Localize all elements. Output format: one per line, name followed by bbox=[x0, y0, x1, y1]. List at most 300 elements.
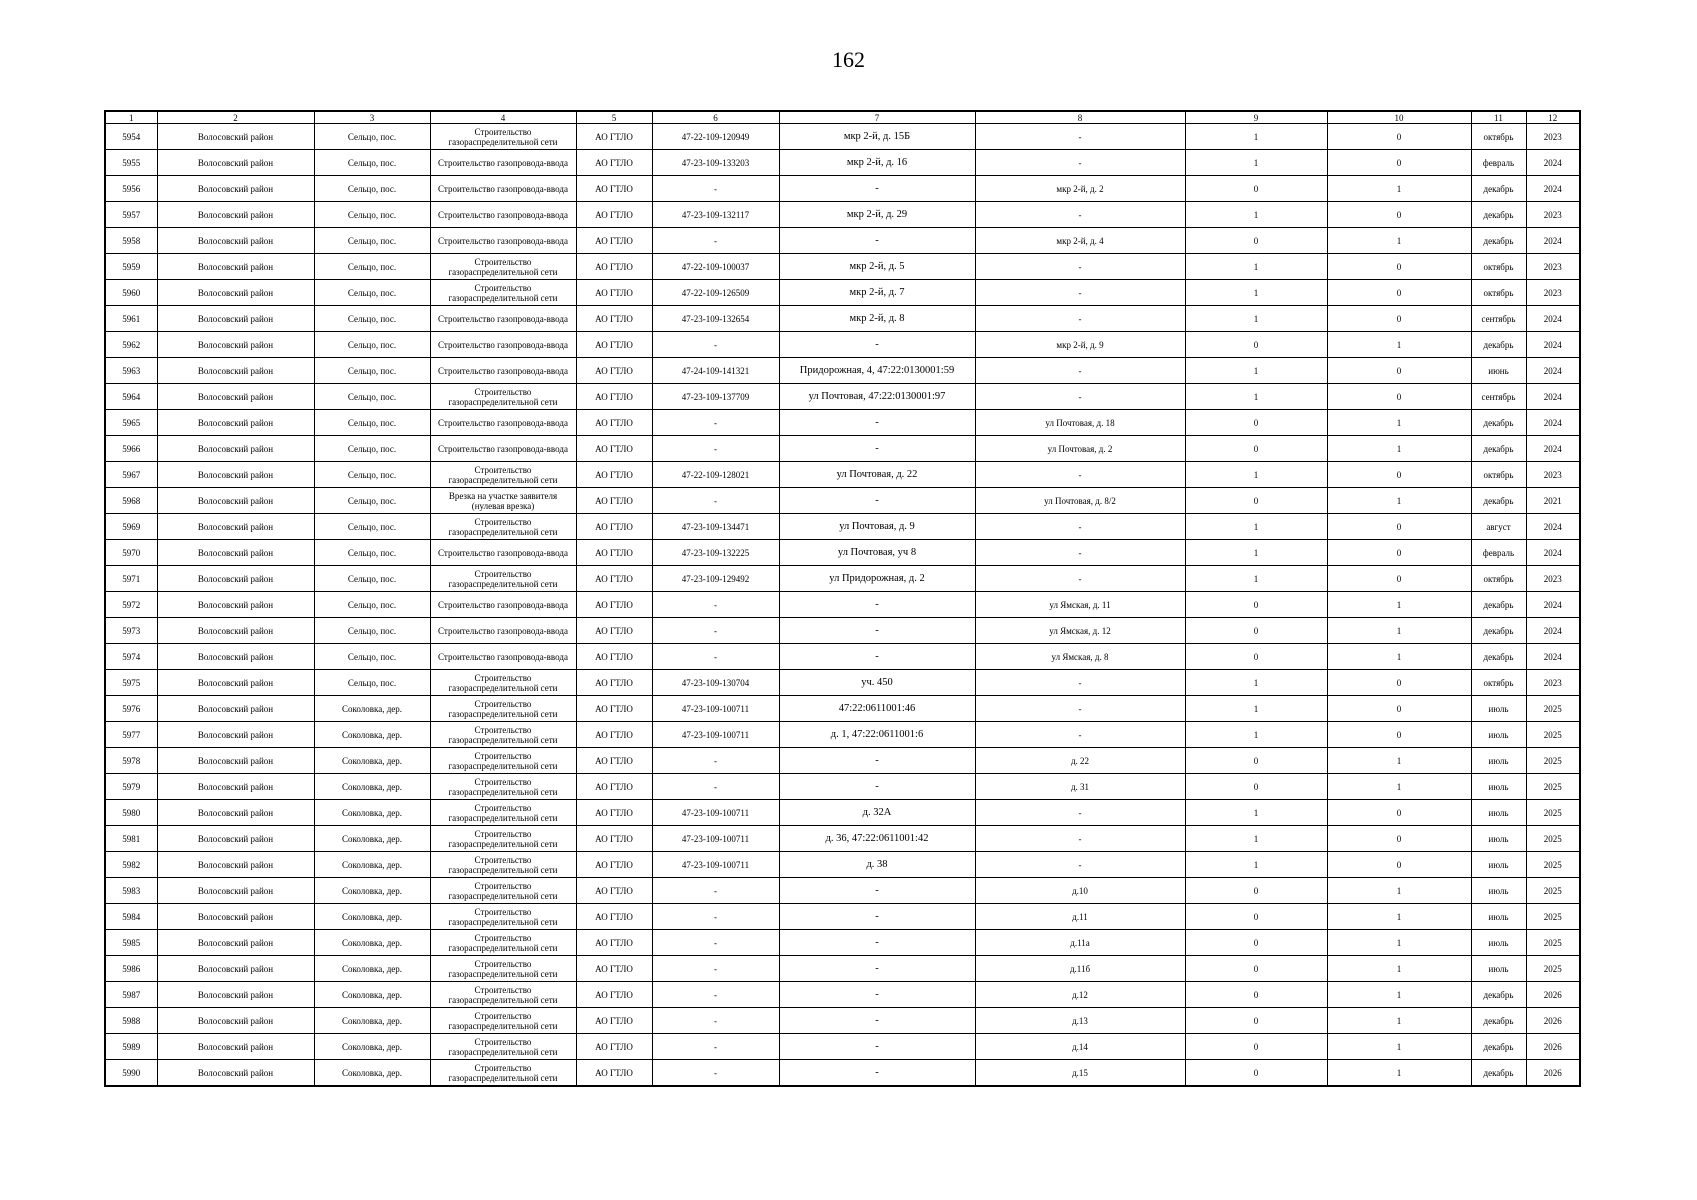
cell-row-number: 5981 bbox=[105, 826, 157, 852]
cell-row-number: 5971 bbox=[105, 566, 157, 592]
cell-settlement: Сельцо, пос. bbox=[314, 618, 430, 644]
cell-address-with-contract: - bbox=[779, 930, 975, 956]
cell-address-without-contract: ул Ямская, д. 12 bbox=[975, 618, 1185, 644]
cell-month: декабрь bbox=[1471, 410, 1526, 436]
cell-count-col-9: 1 bbox=[1185, 826, 1327, 852]
cell-address-without-contract: - bbox=[975, 384, 1185, 410]
cell-address-with-contract: мкр 2-й, д. 5 bbox=[779, 254, 975, 280]
cell-year: 2025 bbox=[1526, 852, 1580, 878]
cell-contract-number: 47-23-109-100711 bbox=[652, 826, 779, 852]
cell-count-col-9: 1 bbox=[1185, 566, 1327, 592]
cell-count-col-10: 1 bbox=[1327, 1034, 1471, 1060]
cell-organization: АО ГТЛО bbox=[576, 540, 652, 566]
cell-year: 2025 bbox=[1526, 930, 1580, 956]
cell-year: 2024 bbox=[1526, 150, 1580, 176]
cell-month: июль bbox=[1471, 748, 1526, 774]
cell-address-with-contract: - bbox=[779, 748, 975, 774]
cell-contract-number: - bbox=[652, 904, 779, 930]
cell-work-type: Строительство газораспределительной сети bbox=[430, 878, 576, 904]
cell-year: 2024 bbox=[1526, 410, 1580, 436]
cell-settlement: Соколовка, дер. bbox=[314, 956, 430, 982]
cell-work-type: Строительство газораспределительной сети bbox=[430, 930, 576, 956]
cell-contract-number: - bbox=[652, 1060, 779, 1087]
cell-count-col-9: 1 bbox=[1185, 280, 1327, 306]
cell-count-col-10: 0 bbox=[1327, 722, 1471, 748]
cell-count-col-9: 0 bbox=[1185, 982, 1327, 1008]
cell-month: декабрь bbox=[1471, 488, 1526, 514]
cell-contract-number: - bbox=[652, 982, 779, 1008]
cell-month: июль bbox=[1471, 722, 1526, 748]
cell-count-col-9: 0 bbox=[1185, 1008, 1327, 1034]
cell-count-col-9: 1 bbox=[1185, 124, 1327, 150]
cell-address-with-contract: - bbox=[779, 1008, 975, 1034]
cell-work-type: Строительство газопровода-ввода bbox=[430, 618, 576, 644]
cell-contract-number: 47-23-109-129492 bbox=[652, 566, 779, 592]
cell-count-col-10: 1 bbox=[1327, 982, 1471, 1008]
table-row bbox=[105, 878, 1580, 904]
cell-organization: АО ГТЛО bbox=[576, 670, 652, 696]
cell-contract-number: - bbox=[652, 592, 779, 618]
column-number-header: 7 bbox=[779, 111, 975, 124]
table-row bbox=[105, 592, 1580, 618]
cell-address-without-contract: - bbox=[975, 358, 1185, 384]
column-number-header: 6 bbox=[652, 111, 779, 124]
cell-count-col-10: 0 bbox=[1327, 202, 1471, 228]
cell-row-number: 5956 bbox=[105, 176, 157, 202]
table-row bbox=[105, 1034, 1580, 1060]
cell-row-number: 5983 bbox=[105, 878, 157, 904]
cell-address-with-contract: - bbox=[779, 332, 975, 358]
cell-organization: АО ГТЛО bbox=[576, 826, 652, 852]
cell-month: декабрь bbox=[1471, 1034, 1526, 1060]
cell-month: июль bbox=[1471, 826, 1526, 852]
cell-month: октябрь bbox=[1471, 254, 1526, 280]
cell-row-number: 5976 bbox=[105, 696, 157, 722]
table-row bbox=[105, 410, 1580, 436]
cell-address-without-contract: д. 22 bbox=[975, 748, 1185, 774]
table-row bbox=[105, 124, 1580, 150]
cell-address-without-contract: - bbox=[975, 202, 1185, 228]
cell-row-number: 5988 bbox=[105, 1008, 157, 1034]
cell-work-type: Строительство газопровода-ввода bbox=[430, 150, 576, 176]
cell-count-col-10: 0 bbox=[1327, 852, 1471, 878]
cell-row-number: 5954 bbox=[105, 124, 157, 150]
cell-address-without-contract: - bbox=[975, 852, 1185, 878]
cell-year: 2024 bbox=[1526, 332, 1580, 358]
cell-address-with-contract: - bbox=[779, 228, 975, 254]
cell-count-col-10: 1 bbox=[1327, 904, 1471, 930]
cell-district: Волосовский район bbox=[157, 384, 314, 410]
cell-work-type: Строительство газораспределительной сети bbox=[430, 670, 576, 696]
cell-work-type: Строительство газораспределительной сети bbox=[430, 826, 576, 852]
cell-address-with-contract: д. 36, 47:22:0611001:42 bbox=[779, 826, 975, 852]
cell-work-type: Строительство газораспределительной сети bbox=[430, 384, 576, 410]
cell-settlement: Сельцо, пос. bbox=[314, 280, 430, 306]
cell-count-col-10: 0 bbox=[1327, 462, 1471, 488]
cell-address-without-contract: д.14 bbox=[975, 1034, 1185, 1060]
cell-address-with-contract: мкр 2-й, д. 7 bbox=[779, 280, 975, 306]
cell-address-without-contract: - bbox=[975, 280, 1185, 306]
cell-month: декабрь bbox=[1471, 644, 1526, 670]
cell-count-col-9: 1 bbox=[1185, 696, 1327, 722]
cell-settlement: Сельцо, пос. bbox=[314, 644, 430, 670]
cell-organization: АО ГТЛО bbox=[576, 358, 652, 384]
cell-count-col-9: 0 bbox=[1185, 176, 1327, 202]
cell-month: июль bbox=[1471, 852, 1526, 878]
table-row bbox=[105, 540, 1580, 566]
cell-work-type: Строительство газопровода-ввода bbox=[430, 410, 576, 436]
cell-address-with-contract: 47:22:0611001:46 bbox=[779, 696, 975, 722]
cell-work-type: Строительство газораспределительной сети bbox=[430, 904, 576, 930]
cell-count-col-9: 0 bbox=[1185, 228, 1327, 254]
cell-address-without-contract: мкр 2-й, д. 9 bbox=[975, 332, 1185, 358]
table-row bbox=[105, 358, 1580, 384]
cell-district: Волосовский район bbox=[157, 722, 314, 748]
cell-row-number: 5957 bbox=[105, 202, 157, 228]
cell-row-number: 5960 bbox=[105, 280, 157, 306]
column-number-header: 9 bbox=[1185, 111, 1327, 124]
cell-month: декабрь bbox=[1471, 618, 1526, 644]
cell-address-without-contract: д.12 bbox=[975, 982, 1185, 1008]
cell-organization: АО ГТЛО bbox=[576, 436, 652, 462]
cell-work-type: Строительство газопровода-ввода bbox=[430, 306, 576, 332]
cell-work-type: Строительство газораспределительной сети bbox=[430, 1060, 576, 1087]
cell-contract-number: 47-23-109-134471 bbox=[652, 514, 779, 540]
cell-row-number: 5962 bbox=[105, 332, 157, 358]
table-row bbox=[105, 696, 1580, 722]
cell-year: 2023 bbox=[1526, 462, 1580, 488]
cell-district: Волосовский район bbox=[157, 592, 314, 618]
column-number-header: 11 bbox=[1471, 111, 1526, 124]
cell-work-type: Строительство газопровода-ввода bbox=[430, 644, 576, 670]
cell-row-number: 5984 bbox=[105, 904, 157, 930]
cell-organization: АО ГТЛО bbox=[576, 774, 652, 800]
cell-row-number: 5973 bbox=[105, 618, 157, 644]
cell-month: октябрь bbox=[1471, 280, 1526, 306]
cell-count-col-10: 1 bbox=[1327, 748, 1471, 774]
cell-district: Волосовский район bbox=[157, 644, 314, 670]
cell-contract-number: - bbox=[652, 930, 779, 956]
cell-district: Волосовский район bbox=[157, 410, 314, 436]
cell-district: Волосовский район bbox=[157, 124, 314, 150]
cell-count-col-9: 1 bbox=[1185, 384, 1327, 410]
cell-address-without-contract: д.13 bbox=[975, 1008, 1185, 1034]
cell-contract-number: - bbox=[652, 410, 779, 436]
cell-district: Волосовский район bbox=[157, 358, 314, 384]
cell-organization: АО ГТЛО bbox=[576, 488, 652, 514]
cell-settlement: Сельцо, пос. bbox=[314, 202, 430, 228]
cell-count-col-10: 1 bbox=[1327, 644, 1471, 670]
cell-organization: АО ГТЛО bbox=[576, 514, 652, 540]
cell-settlement: Сельцо, пос. bbox=[314, 566, 430, 592]
table-row bbox=[105, 566, 1580, 592]
cell-address-without-contract: - bbox=[975, 670, 1185, 696]
cell-address-with-contract: ул Почтовая, уч 8 bbox=[779, 540, 975, 566]
cell-organization: АО ГТЛО bbox=[576, 202, 652, 228]
cell-count-col-9: 0 bbox=[1185, 904, 1327, 930]
cell-settlement: Соколовка, дер. bbox=[314, 800, 430, 826]
cell-district: Волосовский район bbox=[157, 150, 314, 176]
cell-count-col-9: 1 bbox=[1185, 202, 1327, 228]
cell-settlement: Сельцо, пос. bbox=[314, 540, 430, 566]
cell-settlement: Соколовка, дер. bbox=[314, 722, 430, 748]
cell-count-col-9: 0 bbox=[1185, 644, 1327, 670]
cell-work-type: Строительство газопровода-ввода bbox=[430, 540, 576, 566]
cell-address-without-contract: ул Почтовая, д. 8/2 bbox=[975, 488, 1185, 514]
cell-district: Волосовский район bbox=[157, 254, 314, 280]
cell-row-number: 5986 bbox=[105, 956, 157, 982]
cell-district: Волосовский район bbox=[157, 930, 314, 956]
cell-month: июль bbox=[1471, 930, 1526, 956]
cell-address-with-contract: Придорожная, 4, 47:22:0130001:59 bbox=[779, 358, 975, 384]
cell-count-col-10: 1 bbox=[1327, 592, 1471, 618]
cell-year: 2025 bbox=[1526, 774, 1580, 800]
cell-month: февраль bbox=[1471, 150, 1526, 176]
column-number-header: 2 bbox=[157, 111, 314, 124]
cell-address-without-contract: д.10 bbox=[975, 878, 1185, 904]
cell-address-with-contract: - bbox=[779, 592, 975, 618]
cell-contract-number: - bbox=[652, 774, 779, 800]
cell-organization: АО ГТЛО bbox=[576, 566, 652, 592]
cell-district: Волосовский район bbox=[157, 436, 314, 462]
cell-address-without-contract: д. 31 bbox=[975, 774, 1185, 800]
cell-year: 2026 bbox=[1526, 1060, 1580, 1087]
cell-year: 2025 bbox=[1526, 826, 1580, 852]
cell-year: 2024 bbox=[1526, 436, 1580, 462]
cell-count-col-10: 0 bbox=[1327, 514, 1471, 540]
cell-organization: АО ГТЛО bbox=[576, 176, 652, 202]
cell-address-with-contract: - bbox=[779, 644, 975, 670]
cell-address-without-contract: мкр 2-й, д. 2 bbox=[975, 176, 1185, 202]
cell-contract-number: - bbox=[652, 228, 779, 254]
cell-year: 2024 bbox=[1526, 306, 1580, 332]
cell-contract-number: 47-23-109-133203 bbox=[652, 150, 779, 176]
cell-contract-number: - bbox=[652, 748, 779, 774]
table-row bbox=[105, 826, 1580, 852]
table-row bbox=[105, 748, 1580, 774]
cell-work-type: Строительство газораспределительной сети bbox=[430, 280, 576, 306]
cell-settlement: Сельцо, пос. bbox=[314, 228, 430, 254]
cell-address-without-contract: - bbox=[975, 722, 1185, 748]
cell-address-with-contract: д. 32А bbox=[779, 800, 975, 826]
column-number-header: 3 bbox=[314, 111, 430, 124]
cell-row-number: 5967 bbox=[105, 462, 157, 488]
cell-district: Волосовский район bbox=[157, 618, 314, 644]
cell-work-type: Строительство газораспределительной сети bbox=[430, 722, 576, 748]
table-row bbox=[105, 774, 1580, 800]
table-row bbox=[105, 436, 1580, 462]
cell-contract-number: 47-23-109-130704 bbox=[652, 670, 779, 696]
cell-organization: АО ГТЛО bbox=[576, 618, 652, 644]
cell-settlement: Сельцо, пос. bbox=[314, 176, 430, 202]
cell-address-with-contract: - bbox=[779, 488, 975, 514]
cell-district: Волосовский район bbox=[157, 306, 314, 332]
cell-month: июль bbox=[1471, 800, 1526, 826]
cell-district: Волосовский район bbox=[157, 982, 314, 1008]
cell-count-col-9: 0 bbox=[1185, 1060, 1327, 1087]
cell-address-with-contract: ул Почтовая, 47:22:0130001:97 bbox=[779, 384, 975, 410]
cell-settlement: Сельцо, пос. bbox=[314, 592, 430, 618]
cell-row-number: 5965 bbox=[105, 410, 157, 436]
cell-settlement: Сельцо, пос. bbox=[314, 332, 430, 358]
column-number-header-row bbox=[105, 111, 1580, 124]
cell-count-col-9: 0 bbox=[1185, 332, 1327, 358]
cell-row-number: 5978 bbox=[105, 748, 157, 774]
cell-count-col-10: 1 bbox=[1327, 878, 1471, 904]
cell-row-number: 5990 bbox=[105, 1060, 157, 1087]
cell-month: декабрь bbox=[1471, 202, 1526, 228]
cell-month: декабрь bbox=[1471, 228, 1526, 254]
cell-address-with-contract: ул Почтовая, д. 9 bbox=[779, 514, 975, 540]
cell-organization: АО ГТЛО bbox=[576, 956, 652, 982]
column-number-header: 5 bbox=[576, 111, 652, 124]
cell-district: Волосовский район bbox=[157, 826, 314, 852]
cell-year: 2024 bbox=[1526, 176, 1580, 202]
cell-count-col-10: 0 bbox=[1327, 384, 1471, 410]
cell-address-without-contract: д.11 bbox=[975, 904, 1185, 930]
cell-work-type: Строительство газопровода-ввода bbox=[430, 436, 576, 462]
cell-contract-number: - bbox=[652, 436, 779, 462]
cell-row-number: 5979 bbox=[105, 774, 157, 800]
cell-settlement: Сельцо, пос. bbox=[314, 410, 430, 436]
cell-organization: АО ГТЛО bbox=[576, 150, 652, 176]
cell-month: февраль bbox=[1471, 540, 1526, 566]
cell-district: Волосовский район bbox=[157, 748, 314, 774]
cell-contract-number: 47-23-109-100711 bbox=[652, 696, 779, 722]
cell-year: 2023 bbox=[1526, 670, 1580, 696]
cell-district: Волосовский район bbox=[157, 852, 314, 878]
cell-organization: АО ГТЛО bbox=[576, 930, 652, 956]
cell-work-type: Строительство газораспределительной сети bbox=[430, 254, 576, 280]
cell-settlement: Соколовка, дер. bbox=[314, 904, 430, 930]
table-row bbox=[105, 722, 1580, 748]
cell-count-col-9: 0 bbox=[1185, 436, 1327, 462]
cell-address-without-contract: - bbox=[975, 800, 1185, 826]
cell-work-type: Строительство газопровода-ввода bbox=[430, 176, 576, 202]
table-row bbox=[105, 930, 1580, 956]
cell-district: Волосовский район bbox=[157, 1034, 314, 1060]
cell-organization: АО ГТЛО bbox=[576, 982, 652, 1008]
cell-work-type: Строительство газораспределительной сети bbox=[430, 1008, 576, 1034]
cell-count-col-10: 1 bbox=[1327, 930, 1471, 956]
cell-organization: АО ГТЛО bbox=[576, 306, 652, 332]
cell-settlement: Сельцо, пос. bbox=[314, 384, 430, 410]
cell-count-col-10: 0 bbox=[1327, 124, 1471, 150]
cell-row-number: 5966 bbox=[105, 436, 157, 462]
cell-count-col-10: 0 bbox=[1327, 254, 1471, 280]
cell-year: 2025 bbox=[1526, 748, 1580, 774]
cell-district: Волосовский район bbox=[157, 228, 314, 254]
cell-row-number: 5958 bbox=[105, 228, 157, 254]
cell-settlement: Сельцо, пос. bbox=[314, 670, 430, 696]
cell-count-col-10: 1 bbox=[1327, 1060, 1471, 1087]
cell-address-with-contract: ул Почтовая, д. 22 bbox=[779, 462, 975, 488]
table-row bbox=[105, 150, 1580, 176]
cell-count-col-10: 0 bbox=[1327, 826, 1471, 852]
cell-month: декабрь bbox=[1471, 592, 1526, 618]
cell-contract-number: 47-23-109-137709 bbox=[652, 384, 779, 410]
cell-count-col-10: 0 bbox=[1327, 800, 1471, 826]
cell-count-col-9: 0 bbox=[1185, 774, 1327, 800]
cell-month: июль bbox=[1471, 696, 1526, 722]
cell-address-with-contract: уч. 450 bbox=[779, 670, 975, 696]
cell-work-type: Строительство газораспределительной сети bbox=[430, 566, 576, 592]
cell-month: июль bbox=[1471, 956, 1526, 982]
cell-count-col-10: 0 bbox=[1327, 306, 1471, 332]
cell-count-col-10: 1 bbox=[1327, 410, 1471, 436]
cell-address-without-contract: - bbox=[975, 124, 1185, 150]
cell-count-col-9: 0 bbox=[1185, 1034, 1327, 1060]
cell-organization: АО ГТЛО bbox=[576, 1060, 652, 1087]
cell-row-number: 5985 bbox=[105, 930, 157, 956]
cell-contract-number: 47-22-109-100037 bbox=[652, 254, 779, 280]
cell-year: 2023 bbox=[1526, 566, 1580, 592]
cell-organization: АО ГТЛО bbox=[576, 904, 652, 930]
cell-month: октябрь bbox=[1471, 566, 1526, 592]
cell-month: декабрь bbox=[1471, 332, 1526, 358]
cell-address-with-contract: - bbox=[779, 436, 975, 462]
cell-address-with-contract: - bbox=[779, 878, 975, 904]
cell-year: 2024 bbox=[1526, 592, 1580, 618]
cell-district: Волосовский район bbox=[157, 956, 314, 982]
cell-count-col-9: 1 bbox=[1185, 540, 1327, 566]
table-row bbox=[105, 904, 1580, 930]
cell-district: Волосовский район bbox=[157, 514, 314, 540]
cell-work-type: Строительство газопровода-ввода bbox=[430, 228, 576, 254]
cell-work-type: Строительство газопровода-ввода bbox=[430, 332, 576, 358]
table-row bbox=[105, 228, 1580, 254]
cell-district: Волосовский район bbox=[157, 670, 314, 696]
cell-address-without-contract: ул Ямская, д. 8 bbox=[975, 644, 1185, 670]
cell-count-col-10: 1 bbox=[1327, 618, 1471, 644]
table-row bbox=[105, 1060, 1580, 1087]
cell-year: 2023 bbox=[1526, 124, 1580, 150]
cell-year: 2025 bbox=[1526, 878, 1580, 904]
cell-settlement: Сельцо, пос. bbox=[314, 462, 430, 488]
cell-year: 2026 bbox=[1526, 982, 1580, 1008]
cell-contract-number: 47-23-109-132117 bbox=[652, 202, 779, 228]
cell-row-number: 5970 bbox=[105, 540, 157, 566]
cell-settlement: Соколовка, дер. bbox=[314, 982, 430, 1008]
cell-month: август bbox=[1471, 514, 1526, 540]
gasification-registry-table bbox=[104, 110, 1581, 1087]
cell-address-without-contract: - bbox=[975, 462, 1185, 488]
cell-year: 2023 bbox=[1526, 202, 1580, 228]
cell-count-col-9: 1 bbox=[1185, 254, 1327, 280]
cell-work-type: Строительство газораспределительной сети bbox=[430, 800, 576, 826]
cell-settlement: Соколовка, дер. bbox=[314, 878, 430, 904]
column-number-header: 1 bbox=[105, 111, 157, 124]
cell-address-without-contract: д.15 bbox=[975, 1060, 1185, 1087]
table-row bbox=[105, 462, 1580, 488]
cell-district: Волосовский район bbox=[157, 800, 314, 826]
cell-settlement: Соколовка, дер. bbox=[314, 696, 430, 722]
cell-month: декабрь bbox=[1471, 436, 1526, 462]
cell-year: 2026 bbox=[1526, 1034, 1580, 1060]
cell-count-col-9: 1 bbox=[1185, 462, 1327, 488]
cell-work-type: Строительство газопровода-ввода bbox=[430, 358, 576, 384]
cell-year: 2021 bbox=[1526, 488, 1580, 514]
table-row bbox=[105, 306, 1580, 332]
cell-district: Волосовский район bbox=[157, 1060, 314, 1087]
cell-month: октябрь bbox=[1471, 670, 1526, 696]
table-row bbox=[105, 670, 1580, 696]
cell-month: июль bbox=[1471, 878, 1526, 904]
cell-address-with-contract: - bbox=[779, 1060, 975, 1087]
cell-settlement: Соколовка, дер. bbox=[314, 1034, 430, 1060]
cell-row-number: 5989 bbox=[105, 1034, 157, 1060]
cell-address-without-contract: - bbox=[975, 306, 1185, 332]
